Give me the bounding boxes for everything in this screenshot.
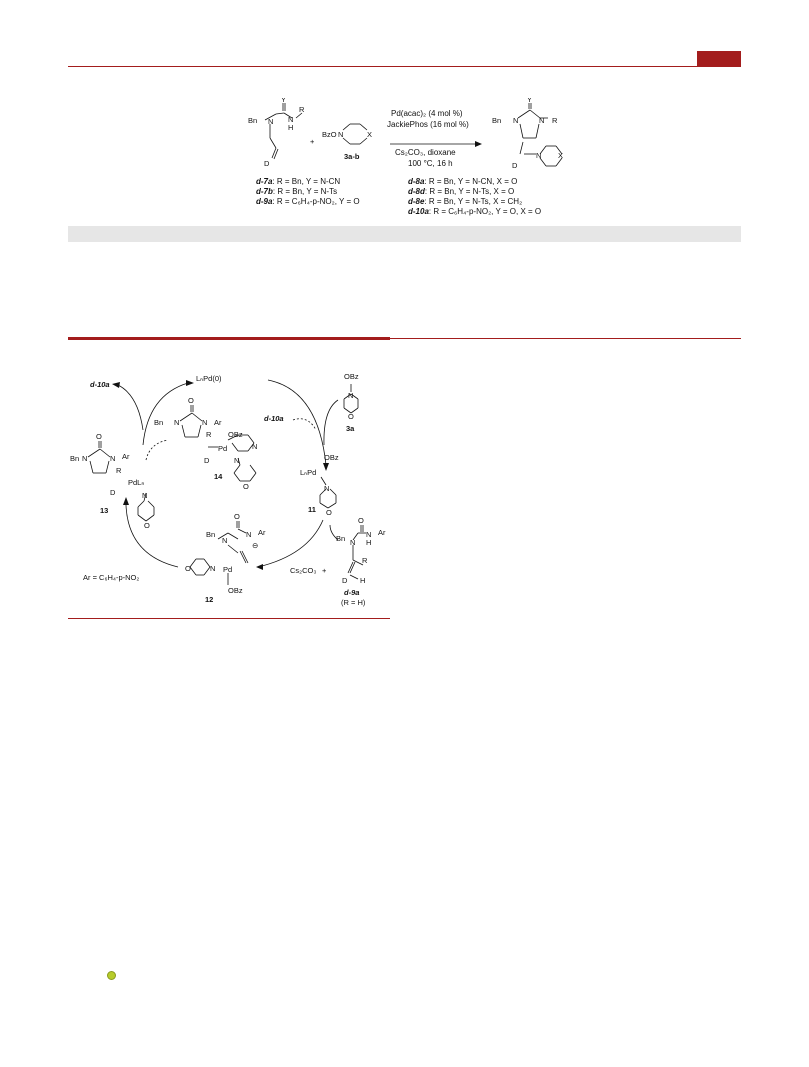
i14-O: O: [188, 396, 194, 405]
condition-line-2: JackiePhos (16 mol %): [387, 120, 469, 129]
text-d-8d: : R = Bn, Y = N-Ts, X = O: [424, 187, 515, 196]
i11-LnPd: LₙPd: [300, 468, 317, 477]
i11-label: 11: [308, 505, 316, 514]
reagent-label: 3a: [346, 424, 355, 433]
d9a-Bn: Bn: [336, 534, 346, 543]
i13-label: 13: [100, 506, 109, 515]
reagent-N: N: [338, 130, 344, 139]
prod-R: R: [552, 116, 558, 125]
text-d-10a: : R = C₆H₄-p-NO₂, Y = O, X = O: [428, 207, 542, 216]
text-d-9a: : R = C₆H₄-p-NO₂, Y = O: [272, 197, 360, 206]
label-d-7b: d-7b: [256, 187, 273, 196]
header-rule: [68, 66, 741, 67]
d9a-note: (R = H): [341, 598, 366, 607]
i14-R: R: [206, 430, 212, 439]
cycle-bottom-rule: [68, 618, 390, 619]
atom-R: R: [299, 105, 305, 114]
atom-N: N: [268, 117, 274, 126]
reactant-caption-1: [256, 177, 340, 187]
i12-minus: ⊖: [252, 541, 259, 550]
prod-N2: N: [539, 116, 545, 125]
i12-N2: N: [246, 530, 252, 539]
i12-N3: N: [210, 564, 216, 573]
prod-Y: Y: [527, 98, 533, 104]
reagent-label: 3a-b: [344, 152, 360, 161]
i14-N2: N: [202, 418, 208, 427]
product-caption-4: [408, 207, 541, 217]
i11-O: O: [326, 508, 332, 517]
i13-Ar: Ar: [122, 452, 130, 461]
base-plus: +: [322, 566, 327, 575]
i14-N3: N: [234, 456, 240, 465]
i11-OBz: OBz: [324, 453, 339, 462]
i14-N: N: [174, 418, 180, 427]
scheme-footer-band: [68, 226, 741, 242]
base-label: Cs₂CO₃: [290, 566, 317, 575]
i14-Bn: Bn: [154, 418, 164, 427]
label-d-9a: d-9a: [256, 197, 273, 206]
product-caption-1: [408, 177, 517, 187]
label-d-8a: d-8a: [408, 177, 425, 186]
i13-N: N: [82, 454, 88, 463]
i13-D: D: [110, 488, 116, 497]
product-caption-2: [408, 187, 514, 197]
i14-D: D: [204, 456, 210, 465]
condition-line-4: 100 °C, 16 h: [408, 159, 453, 168]
d9a-N2: N: [366, 530, 372, 539]
prod-D: D: [512, 161, 518, 170]
d9a-O: O: [358, 516, 364, 525]
i11-N: N: [324, 484, 330, 493]
i13-N3: N: [142, 491, 148, 500]
d9a-N: N: [350, 538, 356, 547]
atom-Y: Y: [281, 98, 287, 104]
i12-label: 12: [205, 595, 214, 604]
reagent-O: O: [348, 412, 354, 421]
atom-D: D: [264, 159, 270, 168]
product-out-label: d-10a: [90, 380, 110, 389]
reagent-bzo: BzO: [322, 130, 337, 139]
text-d-7a: : R = Bn, Y = N-CN: [272, 177, 341, 186]
i12-OBz: OBz: [228, 586, 243, 595]
atom-Bn: Bn: [248, 116, 258, 125]
product-caption-3: [408, 197, 522, 207]
i14-label: 14: [214, 472, 223, 481]
prod-N3: N: [536, 151, 542, 160]
i13-O: O: [96, 432, 102, 441]
prod-X: X: [558, 151, 564, 160]
section-rule-thin: [390, 338, 741, 339]
label-d-7a: d-7a: [256, 177, 273, 186]
i13-R: R: [116, 466, 122, 475]
ar-definition: Ar = C₆H₄-p-NO₂: [83, 573, 140, 582]
prod-Bn: Bn: [492, 116, 502, 125]
i12-O2: O: [185, 564, 191, 573]
i12-N: N: [222, 536, 228, 545]
i12-Bn: Bn: [206, 530, 216, 539]
i12-Pd: Pd: [223, 565, 233, 574]
d9a-label: d-9a: [344, 588, 360, 597]
product-mid-label: d-10a: [264, 414, 284, 423]
label-d-8e: d-8e: [408, 197, 425, 206]
i12-O: O: [234, 512, 240, 521]
text-d-8e: : R = Bn, Y = N-Ts, X = CH₂: [424, 197, 523, 206]
i13-Bn: Bn: [70, 454, 80, 463]
top-catalyst: LₙPd(0): [196, 374, 222, 383]
d9a-H: H: [366, 538, 372, 547]
header-tab: [697, 51, 741, 66]
prod-N: N: [513, 116, 519, 125]
atom-N2: N: [288, 115, 294, 124]
atom-H: H: [288, 123, 294, 132]
catalytic-cycle: [68, 355, 390, 615]
text-d-8a: : R = Bn, Y = N-CN, X = O: [424, 177, 518, 186]
reactant-caption-3: [256, 197, 360, 207]
d9a-D: D: [342, 576, 348, 585]
reagent-N: N: [348, 391, 354, 400]
d9a-R: R: [362, 556, 368, 565]
section-rule-thick: [68, 337, 390, 340]
i12-Ar: Ar: [258, 528, 266, 537]
i13-O2: O: [144, 521, 150, 530]
reagent-obz: OBz: [344, 372, 359, 381]
condition-line-3: Cs₂CO₃, dioxane: [395, 148, 456, 157]
i13-PdLn: PdLₙ: [128, 478, 145, 487]
label-d-8d: d-8d: [408, 187, 425, 196]
plus-sign: +: [310, 137, 315, 146]
i14-Pd: Pd: [218, 444, 228, 453]
text-d-7b: : R = Bn, Y = N-Ts: [272, 187, 338, 196]
d9a-Ar: Ar: [378, 528, 386, 537]
label-d-10a: d-10a: [408, 207, 429, 216]
i14-N4: N: [252, 442, 258, 451]
bullet-dot: [107, 971, 116, 980]
reagent-X: X: [367, 130, 373, 139]
i14-O2: O: [243, 482, 249, 491]
reactant-caption-2: [256, 187, 337, 197]
d9a-H2: H: [360, 576, 366, 585]
i14-OBz: OBz: [228, 430, 243, 439]
i13-N2: N: [110, 454, 116, 463]
condition-line-1: Pd(acac)₂ (4 mol %): [391, 109, 463, 118]
i14-Ar: Ar: [214, 418, 222, 427]
